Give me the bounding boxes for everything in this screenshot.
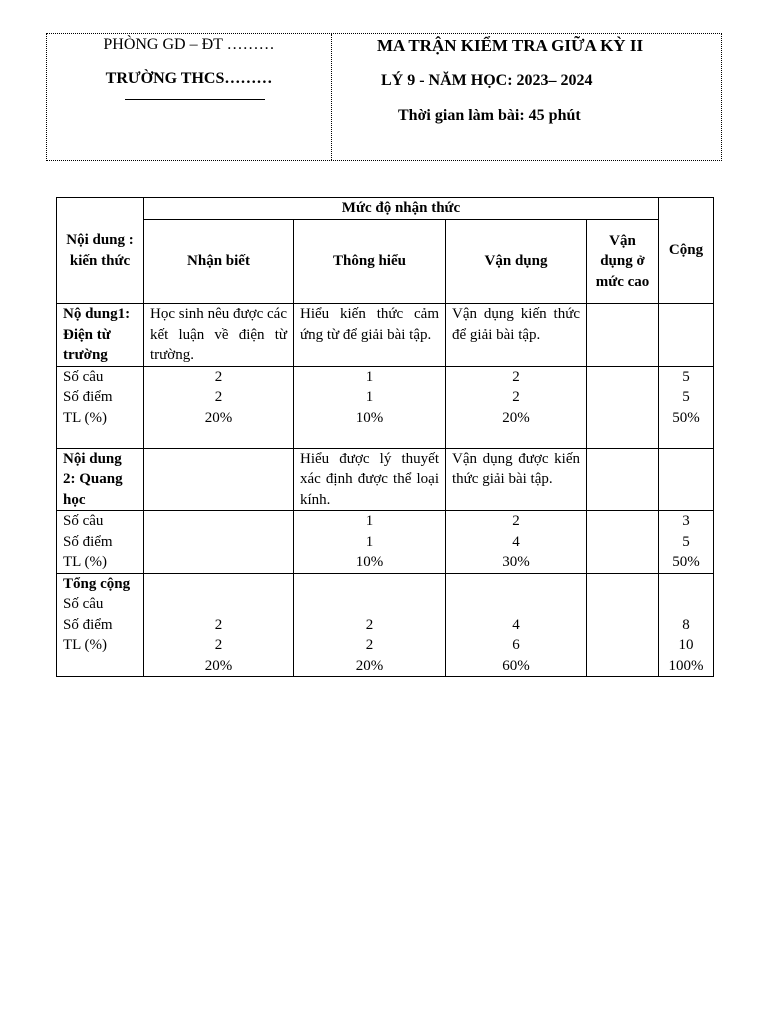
section1-nb-desc: Học sinh nêu được các kết luận về điện từ trường. [144, 304, 294, 367]
section2-nb-stats [144, 511, 294, 574]
header-van-dung-cao: Vận dụng ở mức cao [587, 220, 659, 304]
summary-nb-stats: 2 2 20% [144, 573, 294, 677]
section2-vdc-stats [587, 511, 659, 574]
section1-vdc-stats [587, 366, 659, 448]
header-van-dung: Vận dụng [446, 220, 587, 304]
section1-th-stats: 1 1 10% [294, 366, 446, 448]
department-name: PHÒNG GD – ĐT ……… [103, 36, 275, 53]
section1-total-desc [659, 304, 714, 367]
document-header [46, 33, 722, 161]
section2-vdc-desc [587, 448, 659, 511]
summary-total-stats: 8 10 100% [659, 573, 714, 677]
table-row [57, 573, 714, 677]
header-right-cell [331, 34, 721, 160]
header-content: Nội dung : kiến thức [57, 198, 144, 304]
document-subtitle: LÝ 9 - NĂM HỌC: 2023– 2024 [381, 72, 593, 89]
section1-vd-desc: Vận dụng kiến thức để giải bài tập. [446, 304, 587, 367]
section2-total-stats: 3 5 50% [659, 511, 714, 574]
section1-vdc-desc [587, 304, 659, 367]
section2-vd-stats: 2 4 30% [446, 511, 587, 574]
header-total: Cộng [659, 198, 714, 304]
summary-vd-stats: 4 6 60% [446, 573, 587, 677]
header-level-group: Mức độ nhận thức [144, 198, 659, 220]
table-row [57, 511, 714, 574]
document-title: MA TRẬN KIỂM TRA GIỮA KỲ II [377, 36, 644, 55]
section1-th-desc: Hiểu kiến thức cảm ứng từ để giải bài tập. [294, 304, 446, 367]
summary-labels: Tổng cộng Số câu Số điểm TL (%) [57, 573, 144, 677]
section2-vd-desc: Vận dụng được kiến thức giải bài tập. [446, 448, 587, 511]
section2-nb-desc [144, 448, 294, 511]
section1-vd-stats: 2 2 20% [446, 366, 587, 448]
table-header-row [57, 198, 714, 220]
table-row [57, 366, 714, 448]
exam-duration: Thời gian làm bài: 45 phút [398, 107, 581, 124]
assessment-matrix-table [56, 197, 714, 677]
section2-th-desc: Hiểu được lý thuyết xác định được thể loại kính. [294, 448, 446, 511]
section2-title: Nội dung 2: Quang học [57, 448, 144, 511]
section2-total-desc [659, 448, 714, 511]
summary-th-stats: 2 2 20% [294, 573, 446, 677]
section1-total-stats: 5 5 50% [659, 366, 714, 448]
header-left-cell [47, 34, 332, 160]
table-subheader-row [57, 220, 714, 304]
summary-title: Tổng cộng [63, 575, 131, 592]
section1-title: Nộ dung1: Điện từ trường [57, 304, 144, 367]
school-name: TRƯỜNG THCS……… [105, 70, 273, 87]
header-thong-hieu: Thông hiểu [294, 220, 446, 304]
section2-th-stats: 1 1 10% [294, 511, 446, 574]
table-row [57, 304, 714, 367]
header-nhan-biet: Nhận biết [144, 220, 294, 304]
section1-nb-stats: 2 2 20% [144, 366, 294, 448]
section2-stat-labels: Số câu Số điểm TL (%) [57, 511, 144, 574]
table-row [57, 448, 714, 511]
school-underline [125, 99, 265, 100]
summary-vdc-stats [587, 573, 659, 677]
section1-stat-labels: Số câu Số điểm TL (%) [57, 366, 144, 448]
